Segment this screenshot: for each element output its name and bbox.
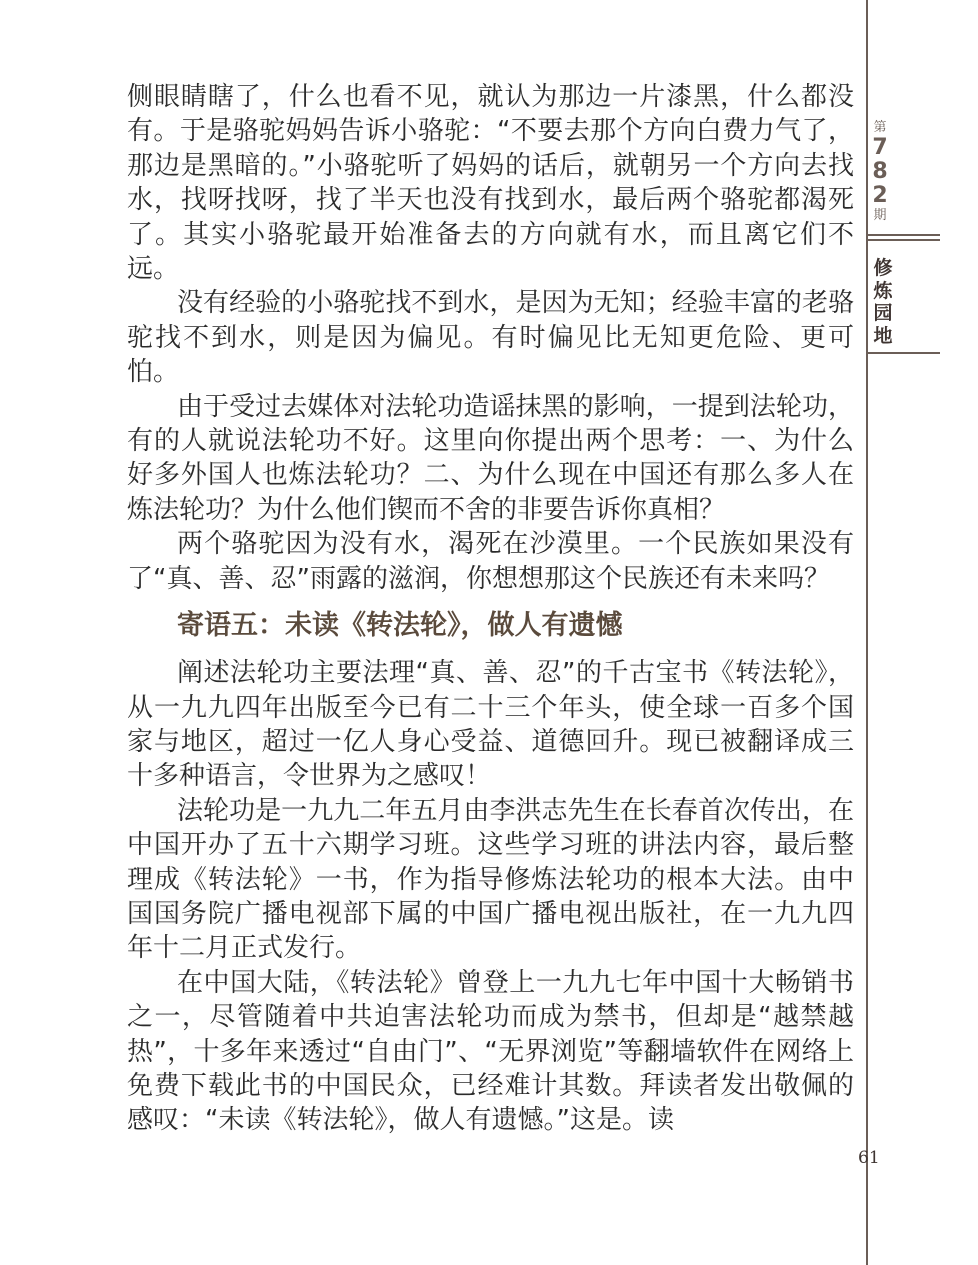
section-char: 修 bbox=[873, 257, 893, 279]
issue-prefix: 第 bbox=[873, 120, 887, 135]
section-char: 炼 bbox=[873, 279, 893, 302]
issue-digit: 8 bbox=[872, 159, 888, 184]
paragraph: 阐述法轮功主要法理“真、善、忍”的千古宝书《转法轮》，从一九九四年出版至今已有二十三个年头，使全球一百多个国家与地区，超过一亿人身心受益、道德回升。现已被翻译成三十多种语言，令世界为之感叹！ bbox=[127, 658, 854, 792]
paragraph: 法轮功是一九九二年五月由李洪志先生在长春首次传出，在中国开办了五十六期学习班。这些学习班的讲法内容，最后整理成《转法轮》一书，作为指导修炼法轮功的根本大法。由中国国务院广播电视部下属的中国广播电视出版社，在一九九四年十二月正式发行。 bbox=[127, 795, 854, 964]
sidebar-divider bbox=[866, 234, 940, 236]
article-body bbox=[127, 80, 854, 1138]
sidebar-divider-bottom bbox=[866, 352, 940, 354]
issue-suffix: 期 bbox=[873, 208, 887, 223]
issue-digit: 7 bbox=[872, 135, 888, 160]
page-number: 61 bbox=[858, 1148, 880, 1168]
section-char: 园 bbox=[873, 302, 893, 324]
paragraph: 在中国大陆，《转法轮》曾登上一九九七年中国十大畅销书之一，尽管随着中共迫害法轮功而成为禁书，但却是“越禁越热”，十多年来透过“自由门”、“无界浏览”等翻墙软件在网络上免费下载此书的中国民众，已经难计其数。拜读者发出敬佩的感叹：“未读《转法轮》，做人有遗憾。”这是。读 bbox=[127, 967, 854, 1136]
paragraph: 由于受过去媒体对法轮功造谣抹黑的影响，一提到法轮功，有的人就说法轮功不好。这里向你提出两个思考：一、为什么好多外国人也炼法轮功？二、为什么现在中国还有那么多人在炼法轮功？为什么他们锲而不舍的非要告诉你真相？ bbox=[127, 391, 854, 525]
paragraph: 两个骆驼因为没有水，渴死在沙漠里。一个民族如果没有了“真、善、忍”雨露的滋润，你想想那这个民族还有未来吗？ bbox=[127, 529, 854, 594]
paragraph: 没有经验的小骆驼找不到水，是因为无知；经验丰富的老骆驼找不到水，则是因为偏见。有时偏见比无知更危险、更可怕。 bbox=[127, 288, 854, 388]
section-heading: 寄语五：未读《转法轮》，做人有遗憾 bbox=[177, 610, 623, 642]
issue-digit: 2 bbox=[872, 183, 888, 208]
paragraph: 侧眼睛瞎了，什么也看不见，就认为那边一片漆黑，什么都没有。于是骆驼妈妈告诉小骆驼：“不要去那个方向白费力气了，那边是黑暗的。”小骆驼听了妈妈的话后，就朝另一个方向去找水，找呀找呀，找了半天也没有找到水，最后两个骆驼都渴死了。其实小骆驼最开始准备去的方向就有水，而且离它们不远。 bbox=[127, 82, 854, 285]
section-char: 地 bbox=[873, 324, 893, 347]
sidebar-divider bbox=[866, 239, 940, 241]
section-name-vertical bbox=[870, 257, 896, 347]
issue-number bbox=[868, 120, 892, 224]
